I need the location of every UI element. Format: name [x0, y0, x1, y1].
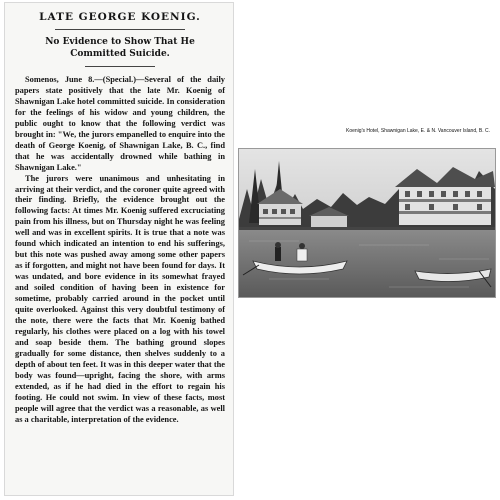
- photo-caption: Koenig's Hotel, Shawnigan Lake, E. & N. Vancouver Island, B. C.: [346, 128, 490, 134]
- paragraph: Somenos, June 8.—(Special.)—Several of the daily papers state positively that the late Mr. Koenig of Shawnigan Lake hotel committed suicide. In consideration for the feelings of his widow and young children, the public ought to know that the following verdict was brought in: "We, the jurors empanelled to enquire into the death of George Koenig, of Shawnigan Lake, B. C., find that he was accidentally drowned while bathing in Shawnigan Lake.": [15, 75, 225, 172]
- newspaper-clipping: [4, 2, 234, 496]
- paragraph: The jurors were unanimous and unhesitating in arriving at their verdict, and the coroner quite agreed with their finding. Briefly, the evidence brought out the following facts: At times Mr. Koenig suffered excruciating pain from his illness, but on Thursday night he was feeling well and was in excellent spirits. It is true that a note was found which indicated an intention to end his sufferings, but this note was pushed away among some other papers as if forgotten, and might not have been found for days. It was undated, and bore evidence in its somewhat frayed and soiled condition of having been in existence for sometime, probably carried around in the pocket until quite overlooked. Against this very doubtful testimony of the note, there were the facts that Mr. Koenig bathed regularly, his clothes were placed on a log with his towel and soap beside them. The bathing ground slopes gradually for some distance, then shelves suddenly to a depth of about ten feet. It was in this deeper water that the body was found—upright, facing the shore, with arms extended, as if he had died in the effort to regain his footing. He could not swim. In view of these facts, most people will agree that the verdict was a reasonable, as well as a charitable, interpretation of the evidence.: [15, 173, 225, 424]
- divider: [55, 29, 185, 30]
- lake-hotel-image: [239, 149, 495, 297]
- divider: [85, 66, 155, 67]
- headline: LATE GEORGE KOENIG.: [39, 11, 201, 23]
- hotel-photograph: [238, 148, 496, 298]
- article-body: [15, 75, 225, 426]
- subheadline: No Evidence to Show That He Committed Suicide.: [45, 37, 195, 59]
- photo-block: [238, 118, 496, 298]
